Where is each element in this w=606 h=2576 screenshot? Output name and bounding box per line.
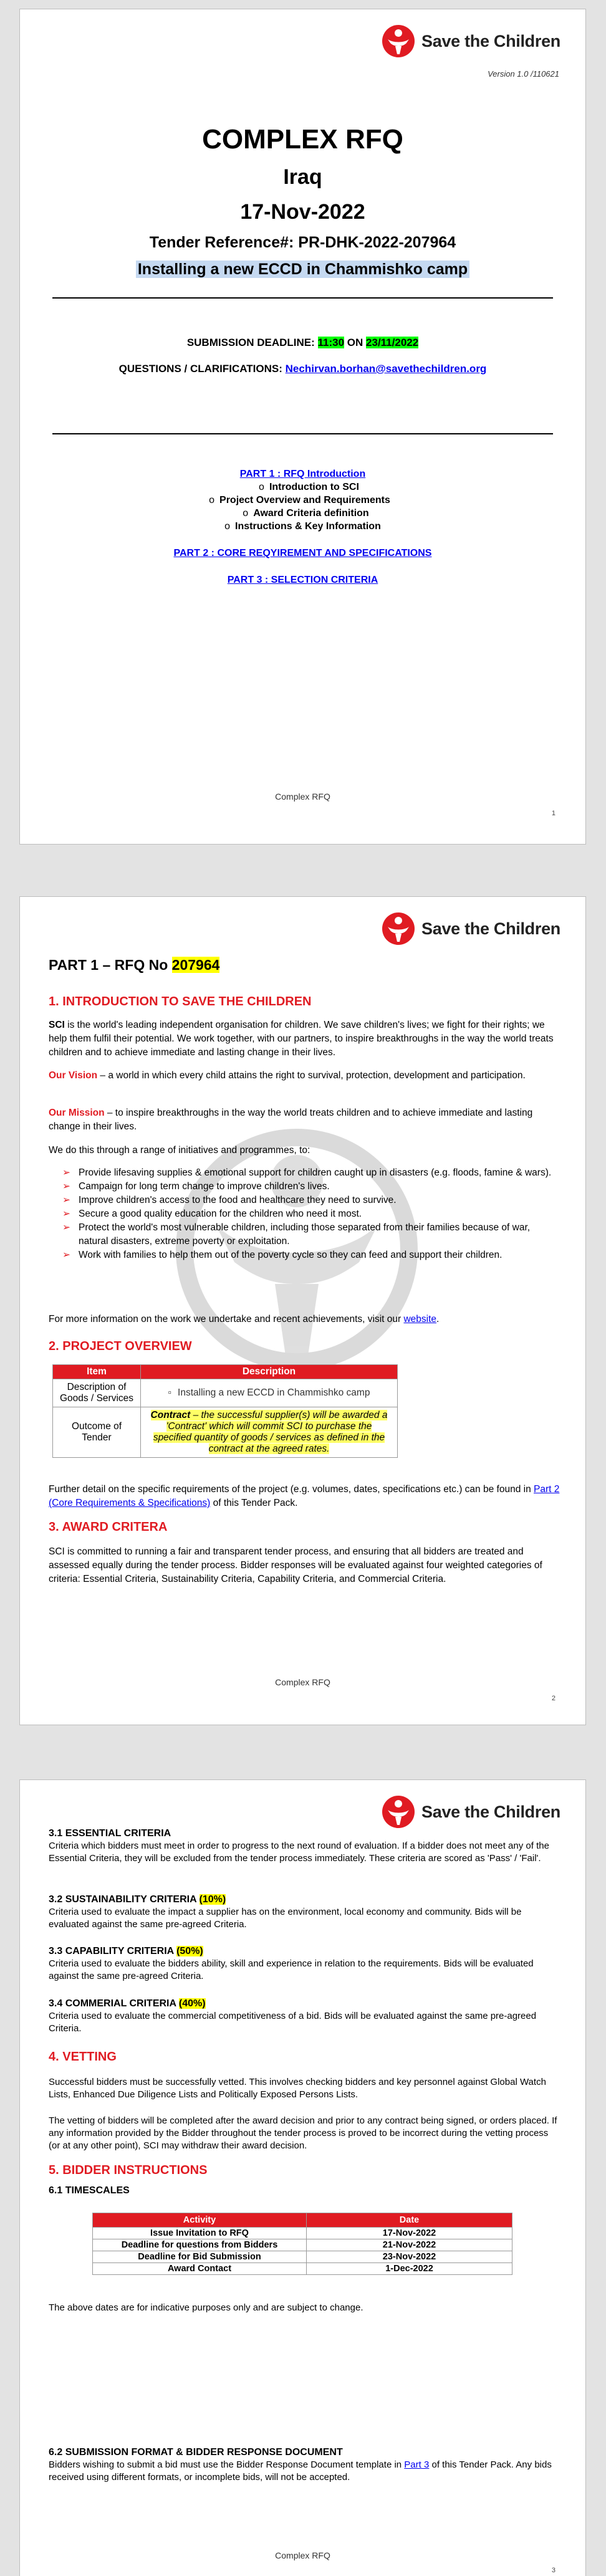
document-title: COMPLEX RFQ <box>202 124 403 155</box>
project-title-text: Installing a new ECCD in Chammishko camp <box>136 261 469 278</box>
table-cell: Award Contact <box>93 2263 307 2275</box>
table-header: Item <box>53 1365 141 1379</box>
timescales-table <box>92 2213 512 2275</box>
table-cell: Deadline for questions from Bidders <box>93 2239 307 2251</box>
table-cell: Issue Invitation to RFQ <box>93 2228 307 2239</box>
page-footer: Complex RFQ <box>275 2550 330 2560</box>
version-label: Version 1.0 /110621 <box>488 69 559 79</box>
save-the-children-logo <box>382 24 560 58</box>
table-cell: ▫ Installing a new ECCD in Chammishko camp <box>141 1379 398 1407</box>
section4-heading: 4. VETTING <box>49 2050 117 2064</box>
toc-item: o Instructions & Key Information <box>224 521 381 532</box>
questions-clarifications <box>20 363 585 375</box>
list-item: ➢ Improve children's access to the food and healthcare they need to survive. <box>49 1194 560 1207</box>
deadline-time: 11:30 <box>317 337 345 348</box>
table-row <box>93 2263 512 2275</box>
page-number: 1 <box>551 810 556 817</box>
criteria-3-3-heading: 3.3 CAPABILITY CRITERIA (50%) <box>49 1946 203 1956</box>
toc-item: o Introduction to SCI <box>259 482 359 492</box>
website-link[interactable]: website <box>403 1314 437 1324</box>
table-cell: Deadline for Bid Submission <box>93 2251 307 2263</box>
divider-bottom <box>52 433 553 434</box>
criteria-3-3-text: Criteria used to evaluate the bidders ability, skill and experience in relation to the requirements. Bids will be evaluated against the same pre-agreed Criteria. <box>49 1958 534 1981</box>
document-page-1 <box>19 9 586 845</box>
criteria-3-1-text: Criteria which bidders must meet in order to progress to the next round of evaluation. If a bidder does not meet any of the Essential Criteria, they will be excluded from the tender process immediately. These criteria are scored as 'Pass' / 'Fail'. <box>49 1841 549 1864</box>
criteria-3-4-heading: 3.4 COMMERIAL CRITERIA (40%) <box>49 1998 206 2009</box>
initiatives-list <box>49 1166 560 1262</box>
table-cell: 23-Nov-2022 <box>307 2251 512 2263</box>
dates-note: The above dates are for indicative purposes only and are subject to change. <box>49 2302 363 2313</box>
page-footer: Complex RFQ <box>275 1677 330 1687</box>
table-cell: 17-Nov-2022 <box>307 2228 512 2239</box>
save-the-children-logo <box>382 1795 560 1829</box>
initiatives-intro: We do this through a range of initiatives and programmes, to: <box>49 1145 310 1156</box>
logo-text: Save the Children <box>421 919 560 938</box>
part2-link[interactable]: Part 2 (Core Requirements & Specifications) <box>49 1484 560 1508</box>
table-cell: Contract – the successful supplier(s) will be awarded a 'Contract' which will commit SCI to purchase the specified quantity of goods / services as defined in the contract at the agreed rates. <box>141 1407 398 1458</box>
page-number: 2 <box>551 1695 556 1702</box>
submission-format-heading: 6.2 SUBMISSION FORMAT & BIDDER RESPONSE DOCUMENT <box>49 2447 343 2458</box>
toc-part3-link[interactable]: PART 3 : SELECTION CRITERIA <box>227 575 378 585</box>
vetting-paragraph-2: The vetting of bidders will be completed after the award decision and prior to any contract being signed, or orders placed. If any information provided by the Bidder throughout the tender process is proved to be incorrect during the vetting process (or at any other point), SCI may withdraw their award decision. <box>49 2115 557 2151</box>
logo-icon <box>382 912 415 946</box>
logo-icon <box>382 1795 415 1829</box>
list-item: ➢ Provide lifesaving supplies & emotional support for children caught up in disasters (e.g. floods, famine & wars). <box>49 1166 560 1180</box>
table-row <box>93 2251 512 2263</box>
award-paragraph: SCI is committed to running a fair and transparent tender process, and ensuring that all bidders are treated and assessed equally during the tender process. Bidder responses will be evaluated against four weighted categories of criteria: Essential Criteria, Sustainability Criteria, Capability Criteria, and Commercial Criteria. <box>49 1546 542 1584</box>
more-info-paragraph: For more information on the work we undertake and recent achievements, visit our website. <box>49 1314 440 1324</box>
toc-item: o Project Overview and Requirements <box>209 495 390 505</box>
logo-text: Save the Children <box>421 31 560 50</box>
sci-paragraph: SCI is the world's leading independent organisation for children. We save children's lives; we fight for their rights; we help them fulfil their potential. We work together, with our partners, to inspire breakthroughs in the way the world treats children and to achieve immediate and lasting change in their lives. <box>49 1020 554 1058</box>
criteria-3-2-text: Criteria used to evaluate the impact a supplier has on the environment, local economy and community. Bids will be evaluated against the same pre-agreed Criteria. <box>49 1907 522 1930</box>
questions-label: QUESTIONS / CLARIFICATIONS: <box>118 363 282 375</box>
rfq-number: 207964 <box>171 957 220 973</box>
document-page-2 <box>19 896 586 1725</box>
list-item: ➢ Secure a good quality education for the children who need it most. <box>49 1207 560 1221</box>
submission-deadline <box>20 337 585 349</box>
table-row <box>53 1379 398 1407</box>
country-title: Iraq <box>283 165 322 189</box>
table-cell: 1-Dec-2022 <box>307 2263 512 2275</box>
section5-heading: 5. BIDDER INSTRUCTIONS <box>49 2163 208 2177</box>
divider-top <box>52 297 553 299</box>
section1-heading: 1. INTRODUCTION TO SAVE THE CHILDREN <box>49 995 312 1008</box>
page-footer: Complex RFQ <box>275 792 330 802</box>
table-row <box>93 2228 512 2239</box>
project-title <box>20 261 585 279</box>
table-row <box>93 2239 512 2251</box>
table-header: Activity <box>93 2213 307 2228</box>
page-number: 3 <box>551 2567 556 2574</box>
toc-part2-link[interactable]: PART 2 : CORE REQYIREMENT AND SPECIFICATIONS <box>173 548 432 558</box>
table-of-contents <box>20 467 585 587</box>
deadline-on: ON <box>347 337 363 348</box>
table-cell: 21-Nov-2022 <box>307 2239 512 2251</box>
timescales-heading: 6.1 TIMESCALES <box>49 2185 130 2196</box>
further-detail-paragraph: Further detail on the specific requirements of the project (e.g. volumes, dates, specifications etc.) can be found in Part 2 (Core Requirements & Specifications) of this Tender Pack. <box>49 1484 560 1508</box>
section3-heading: 3. AWARD CRITERA <box>49 1520 168 1534</box>
date-title: 17-Nov-2022 <box>240 200 365 224</box>
save-the-children-logo <box>382 912 560 946</box>
section2-heading: 2. PROJECT OVERVIEW <box>49 1339 192 1353</box>
table-cell: Description of Goods / Services <box>53 1379 141 1407</box>
tender-reference: Tender Reference#: PR-DHK-2022-207964 <box>149 234 456 251</box>
toc-item: o Award Criteria definition <box>243 508 369 519</box>
mission-paragraph: Our Mission – to inspire breakthroughs in the way the world treats children and to achieve immediate and lasting change in their lives. <box>49 1108 533 1132</box>
list-item: ➢ Protect the world's most vulnerable children, including those separated from their families because of war, natural disasters, extreme poverty or exploitation. <box>49 1221 560 1248</box>
list-item: ➢ Work with families to help them out of the poverty cycle so they can feed and support their children. <box>49 1248 560 1262</box>
table-header: Date <box>307 2213 512 2228</box>
criteria-3-2-heading: 3.2 SUSTAINABILITY CRITERIA (10%) <box>49 1894 226 1905</box>
table-header: Description <box>141 1365 398 1379</box>
project-overview-table <box>52 1364 398 1458</box>
vetting-paragraph-1: Successful bidders must be successfully vetted. This involves checking bidders and key personnel against Global Watch Lists, Enhanced Due Diligence Lists and Politically Exposed Persons Lists. <box>49 2077 546 2100</box>
questions-email-link[interactable]: Nechirvan.borhan@savethechildren.org <box>285 363 487 375</box>
part3-link[interactable]: Part 3 <box>404 2459 430 2470</box>
vision-paragraph: Our Vision – a world in which every child attains the right to survival, protection, development and participation. <box>49 1070 526 1081</box>
toc-part1-link[interactable]: PART 1 : RFQ Introduction <box>239 469 366 479</box>
list-item: ➢ Campaign for long term change to improve children's lives. <box>49 1180 560 1194</box>
deadline-label: SUBMISSION DEADLINE: <box>186 337 315 348</box>
logo-text: Save the Children <box>421 1802 560 1821</box>
logo-icon <box>382 24 415 58</box>
table-cell: Outcome of Tender <box>53 1407 141 1458</box>
submission-format-text: Bidders wishing to submit a bid must use the Bidder Response Document template in Part 3 of this Tender Pack. Any bids received using different formats, or incomplete bids, will not be accepted. <box>49 2459 552 2483</box>
deadline-date: 23/11/2022 <box>366 337 419 348</box>
document-page-3 <box>19 1779 586 2576</box>
criteria-3-4-text: Criteria used to evaluate the commercial competitiveness of a bid. Bids will be evaluated against the same pre-agreed Criteria. <box>49 2011 537 2034</box>
part1-heading: PART 1 – RFQ No 207964 <box>49 957 220 973</box>
criteria-3-1-heading: 3.1 ESSENTIAL CRITERIA <box>49 1828 171 1839</box>
table-row <box>53 1407 398 1458</box>
